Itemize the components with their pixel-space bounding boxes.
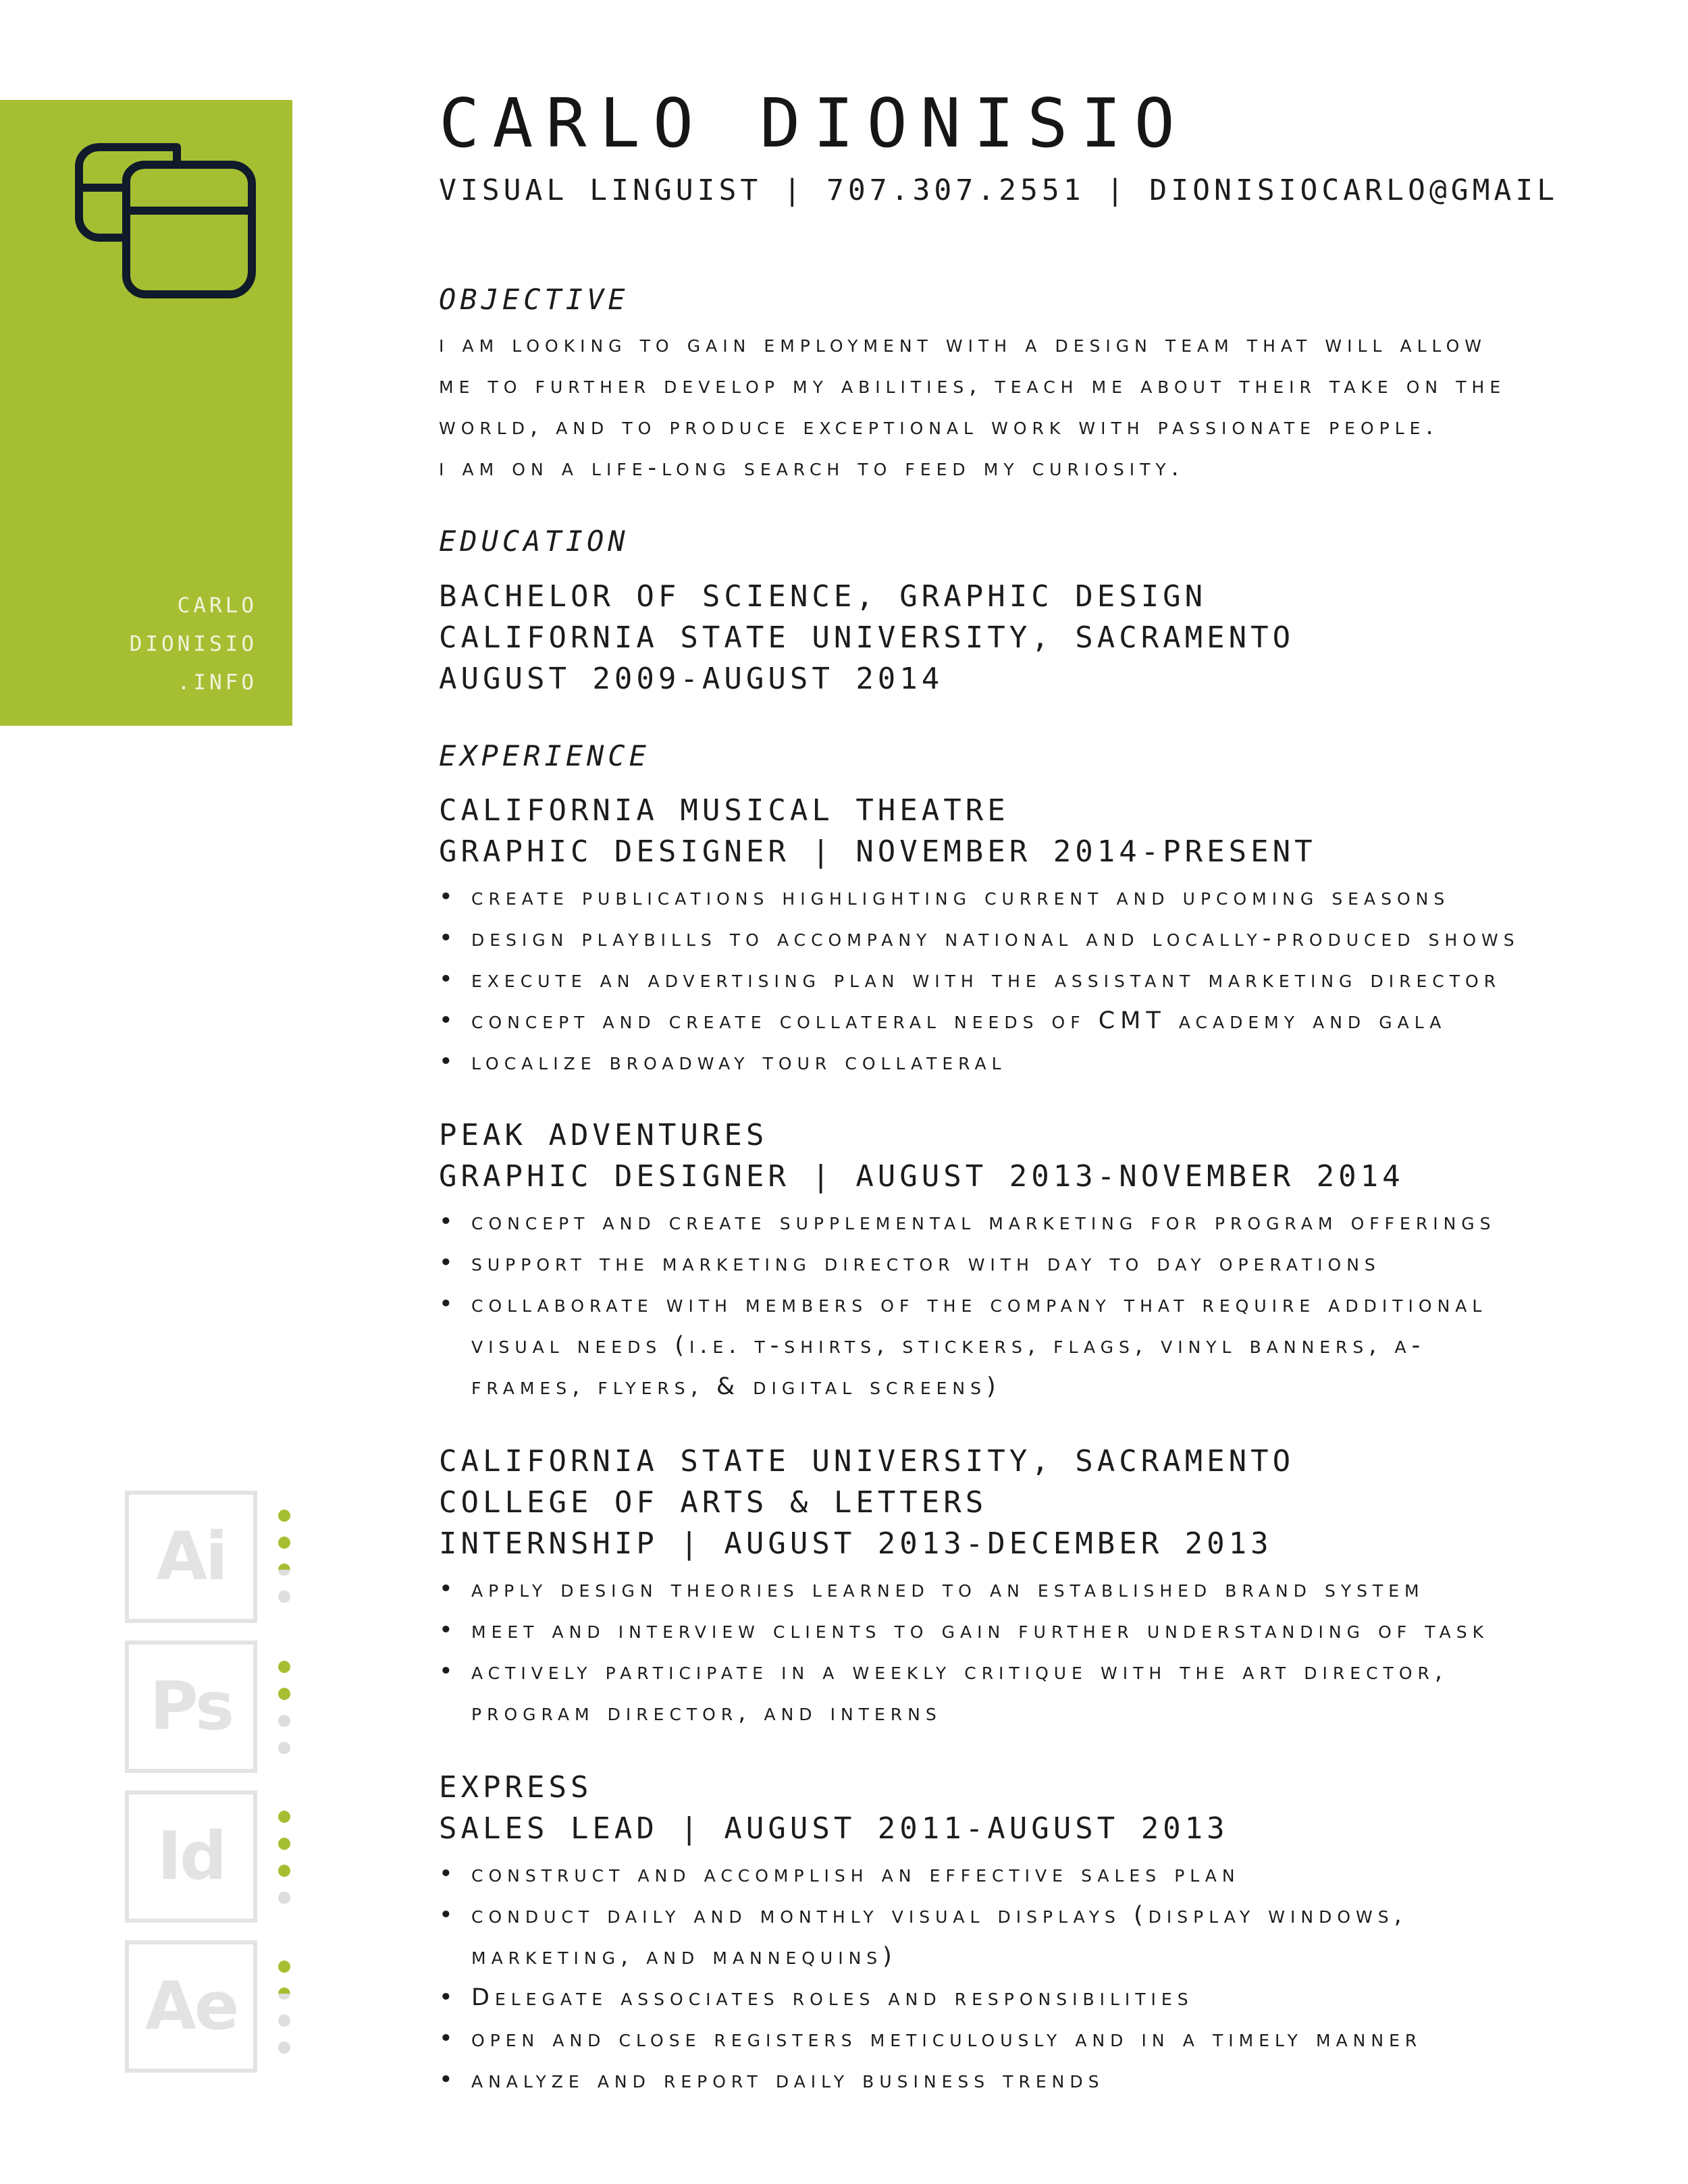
rating-dot <box>278 2015 290 2027</box>
page-title: CARLO DIONISIO <box>439 84 1188 163</box>
contact-line: VISUAL LINGUIST | 707.307.2551 | DIONISIOCARLO@GMAIL <box>439 174 1559 207</box>
list-item: • meet and interview clients to gain further understanding of task <box>439 1610 1619 1651</box>
rating-dot <box>278 1510 290 1522</box>
education-heading: EDUCATION <box>439 525 629 558</box>
list-item: • concept and create supplemental marketing for program offerings <box>439 1202 1619 1243</box>
list-item: • conduct daily and monthly visual displays (display windows, marketing, and mannequins) <box>439 1895 1525 1977</box>
list-item: • open and close registers meticulously and in a timely manner <box>439 2019 1619 2060</box>
list-item: • Delegate associates roles and responsibilities <box>439 1977 1619 2019</box>
list-item: • create publications highlighting current and upcoming seasons <box>439 877 1619 918</box>
rating-dot <box>278 1961 290 1973</box>
list-item: • analyze and report daily business trends <box>439 2060 1619 2101</box>
rating-dot <box>278 1811 290 1823</box>
after-effects-icon: Ae <box>144 1968 238 2045</box>
list-item: • apply design theories learned to an established brand system <box>439 1569 1619 1610</box>
education-degree: BACHELOR OF SCIENCE, GRAPHIC DESIGN <box>439 579 1207 614</box>
skill-indesign <box>125 1790 257 1923</box>
skill-after-effects <box>125 1940 257 2073</box>
job-role: GRAPHIC DESIGNER | NOVEMBER 2014-PRESENT <box>439 834 1317 869</box>
photoshop-icon: Ps <box>149 1668 233 1745</box>
list-item: • design playbills to accompany national and locally-produced shows <box>439 918 1619 959</box>
education-school: CALIFORNIA STATE UNIVERSITY, SACRAMENTO <box>439 620 1295 655</box>
rating-dot <box>278 1865 290 1877</box>
job-role: GRAPHIC DESIGNER | AUGUST 2013-NOVEMBER 2014 <box>439 1159 1404 1194</box>
rating-dot <box>278 1688 290 1700</box>
experience-heading: EXPERIENCE <box>439 739 650 772</box>
rating-dot <box>278 1537 290 1549</box>
job-bullets <box>439 1202 1619 1408</box>
list-item: • construct and accomplish an effective sales plan <box>439 1854 1619 1895</box>
job-bullets <box>439 877 1619 1083</box>
rating-dot <box>278 1564 290 1576</box>
illustrator-icon: Ai <box>156 1518 226 1595</box>
rating-dot <box>278 1715 290 1727</box>
job-org-sub: COLLEGE OF ARTS & LETTERS <box>439 1485 988 1520</box>
rating-dot <box>278 1892 290 1904</box>
objective-line: world, and to produce exceptional work with passionate people. <box>439 413 1439 440</box>
list-item: • execute an advertising plan with the assistant marketing director <box>439 959 1619 1001</box>
website-line: .INFO <box>177 670 257 695</box>
rating-dot <box>278 1591 290 1603</box>
sidebar-panel <box>0 100 292 726</box>
list-item: • actively participate in a weekly critique with the art director, program director, and interns <box>439 1651 1565 1734</box>
rating-dot <box>278 1838 290 1850</box>
rating-dot <box>278 2042 290 2054</box>
objective-line: i am on a life-long search to feed my curiosity. <box>439 454 1184 481</box>
interlocking-scroll-logo-icon <box>72 135 259 304</box>
list-item: • concept and create collateral needs of CMT academy and gala <box>439 1001 1619 1042</box>
list-item: • support the marketing director with day to day operations <box>439 1243 1619 1284</box>
job-bullets <box>439 1569 1619 1734</box>
objective-line: me to further develop my abilities, teach me about their take on the <box>439 372 1506 399</box>
list-item: • localize broadway tour collateral <box>439 1042 1619 1083</box>
job-org: PEAK ADVENTURES <box>439 1118 768 1152</box>
job-org: CALIFORNIA STATE UNIVERSITY, SACRAMENTO <box>439 1444 1295 1479</box>
website-line: DIONISIO <box>129 632 257 656</box>
list-item: • collaborate with members of the company that require additional visual needs (i.e. t-shirts, stickers, flags, vinyl banners, a-frames, flyers, & digital screens) <box>439 1284 1531 1408</box>
skill-illustrator <box>125 1491 257 1623</box>
website-url[interactable] <box>130 587 257 702</box>
website-line: CARLO <box>177 593 257 618</box>
objective-line: i am looking to gain employment with a design team that will allow <box>439 331 1487 358</box>
rating-dot <box>278 1661 290 1673</box>
job-org: EXPRESS <box>439 1770 593 1805</box>
job-role: SALES LEAD | AUGUST 2011-AUGUST 2013 <box>439 1811 1229 1846</box>
job-org: CALIFORNIA MUSICAL THEATRE <box>439 793 1009 828</box>
rating-dot <box>278 1742 290 1754</box>
objective-heading: OBJECTIVE <box>439 283 629 316</box>
job-bullets <box>439 1854 1619 2101</box>
skill-photoshop <box>125 1641 257 1773</box>
education-dates: AUGUST 2009-AUGUST 2014 <box>439 662 944 696</box>
rating-dot <box>278 1988 290 2000</box>
job-role: INTERNSHIP | AUGUST 2013-DECEMBER 2013 <box>439 1526 1273 1561</box>
indesign-icon: Id <box>157 1818 226 1895</box>
